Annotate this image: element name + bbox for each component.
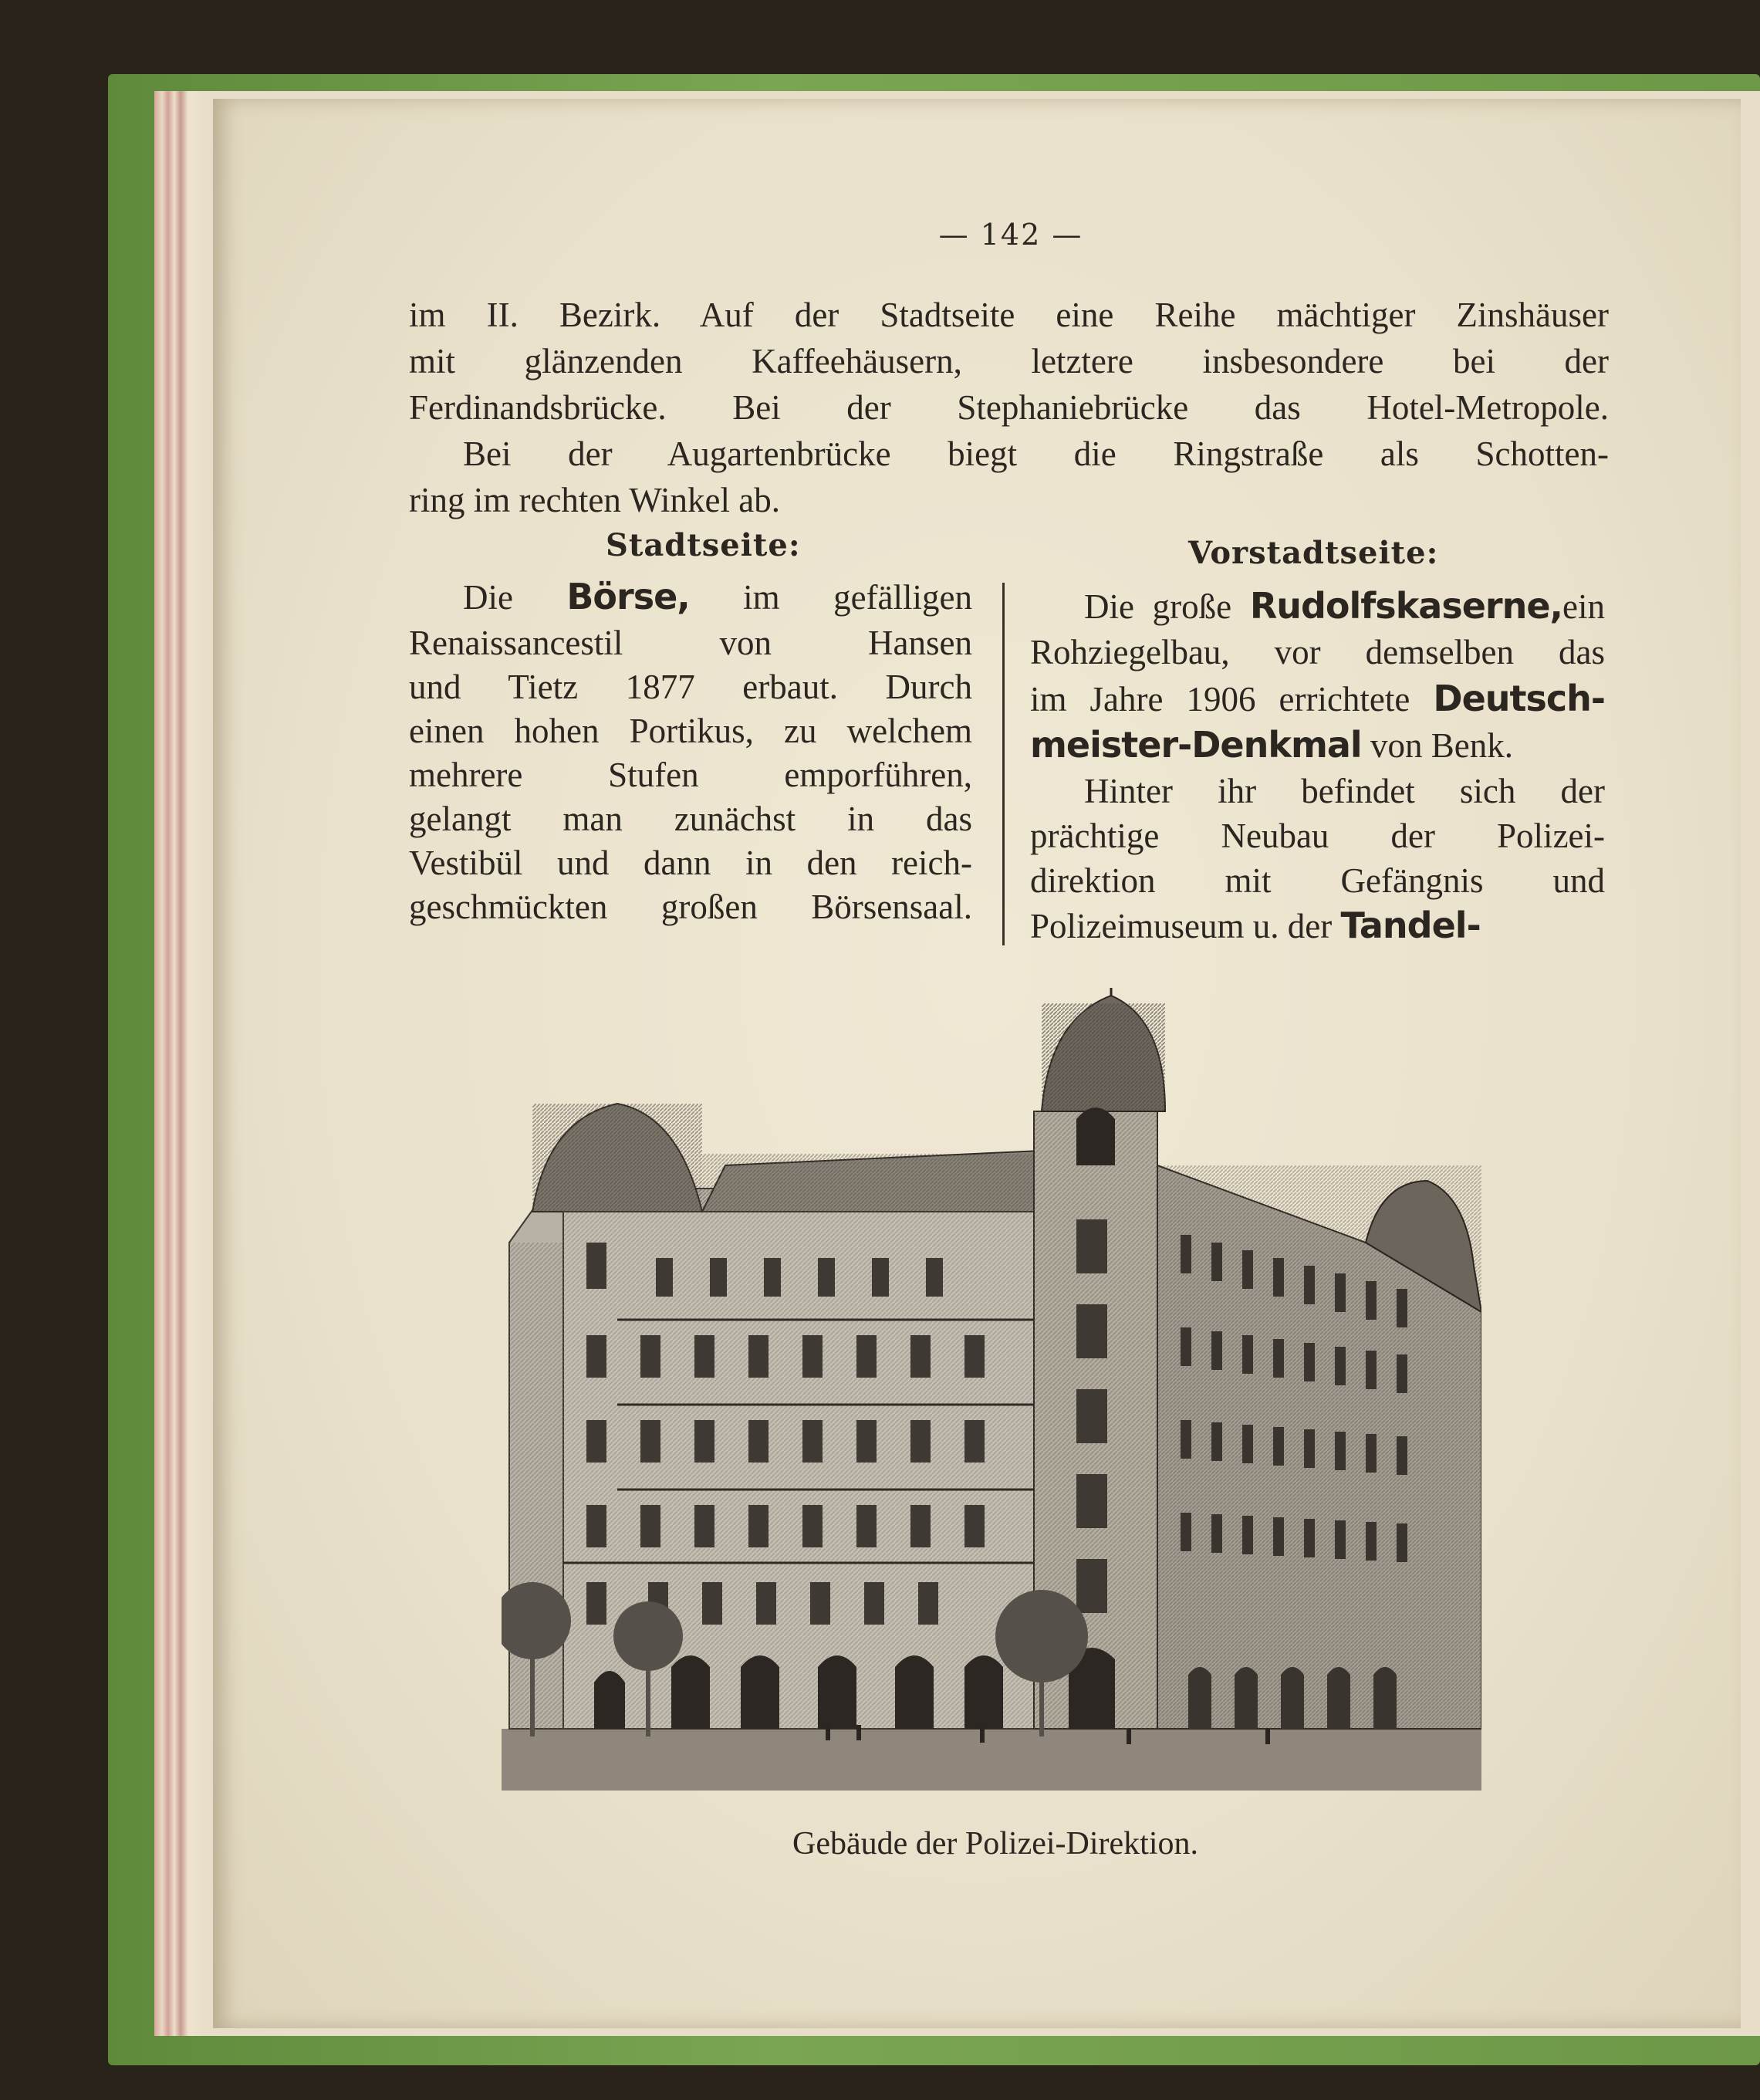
right-column-line: Die große Rudolfskaserne,ein	[1084, 585, 1605, 627]
page-number: — 142 —	[938, 218, 1083, 252]
right-column-line: Hinter ihr befindet sich der	[1084, 772, 1605, 810]
text-line: mit glänzenden Kaffeehäusern, letztere insbesondere bei der	[409, 342, 1609, 380]
left-column-line: geschmückten großen Börsensaal.	[409, 888, 972, 926]
right-column-line: prächtige Neubau der Polizei-	[1030, 817, 1605, 855]
left-column-heading: Stadtseite:	[606, 527, 801, 563]
left-column-line: Vestibül und dann in den reich-	[409, 844, 972, 882]
right-column-line: direktion mit Gefängnis und	[1030, 861, 1605, 900]
building-illustration	[502, 988, 1481, 1791]
deutschmeister-keyword: Deutsch-	[1433, 678, 1605, 719]
text-line: Bei der Augartenbrücke biegt die Ringstraße als Schotten-	[463, 435, 1609, 473]
right-column-line: meister-Denkmal von Benk.	[1030, 724, 1513, 766]
column-divider	[1002, 583, 1005, 945]
right-column-line: Polizeimuseum u. der Tandel-	[1030, 905, 1481, 946]
rudolfskaserne-keyword: Rudolfskaserne,	[1249, 585, 1563, 627]
figure-caption: Gebäude der Polizei-Direktion.	[792, 1826, 1198, 1862]
right-column-heading: Vorstadtseite:	[1188, 535, 1439, 571]
left-column-line: einen hohen Portikus, zu welchem	[409, 712, 972, 750]
left-column-line: Renaissancestil von Hansen	[409, 624, 972, 662]
right-column-line: Rohziegelbau, vor demselben das	[1030, 633, 1605, 671]
left-column-line: mehrere Stufen emporführen,	[409, 756, 972, 794]
left-column-line: gelangt man zunächst in das	[409, 800, 972, 838]
denkmal-keyword: meister-Denkmal	[1030, 724, 1362, 766]
text-line: im II. Bezirk. Auf der Stadtseite eine Reihe mächtiger Zinshäuser	[409, 296, 1609, 334]
text-line: Ferdinandsbrücke. Bei der Stephaniebrücke das Hotel-Metropole.	[409, 388, 1609, 427]
left-column-line: und Tietz 1877 erbaut. Durch	[409, 668, 972, 706]
text-line: ring im rechten Winkel ab.	[409, 481, 780, 519]
tandel-keyword: Tandel-	[1340, 905, 1481, 946]
boerse-keyword: Börse,	[566, 576, 690, 617]
right-column-line: im Jahre 1906 errichtete Deutsch-	[1030, 678, 1605, 719]
building-right-wing	[1157, 1165, 1481, 1729]
left-column-line: Die Börse, im gefälligen	[463, 576, 972, 617]
